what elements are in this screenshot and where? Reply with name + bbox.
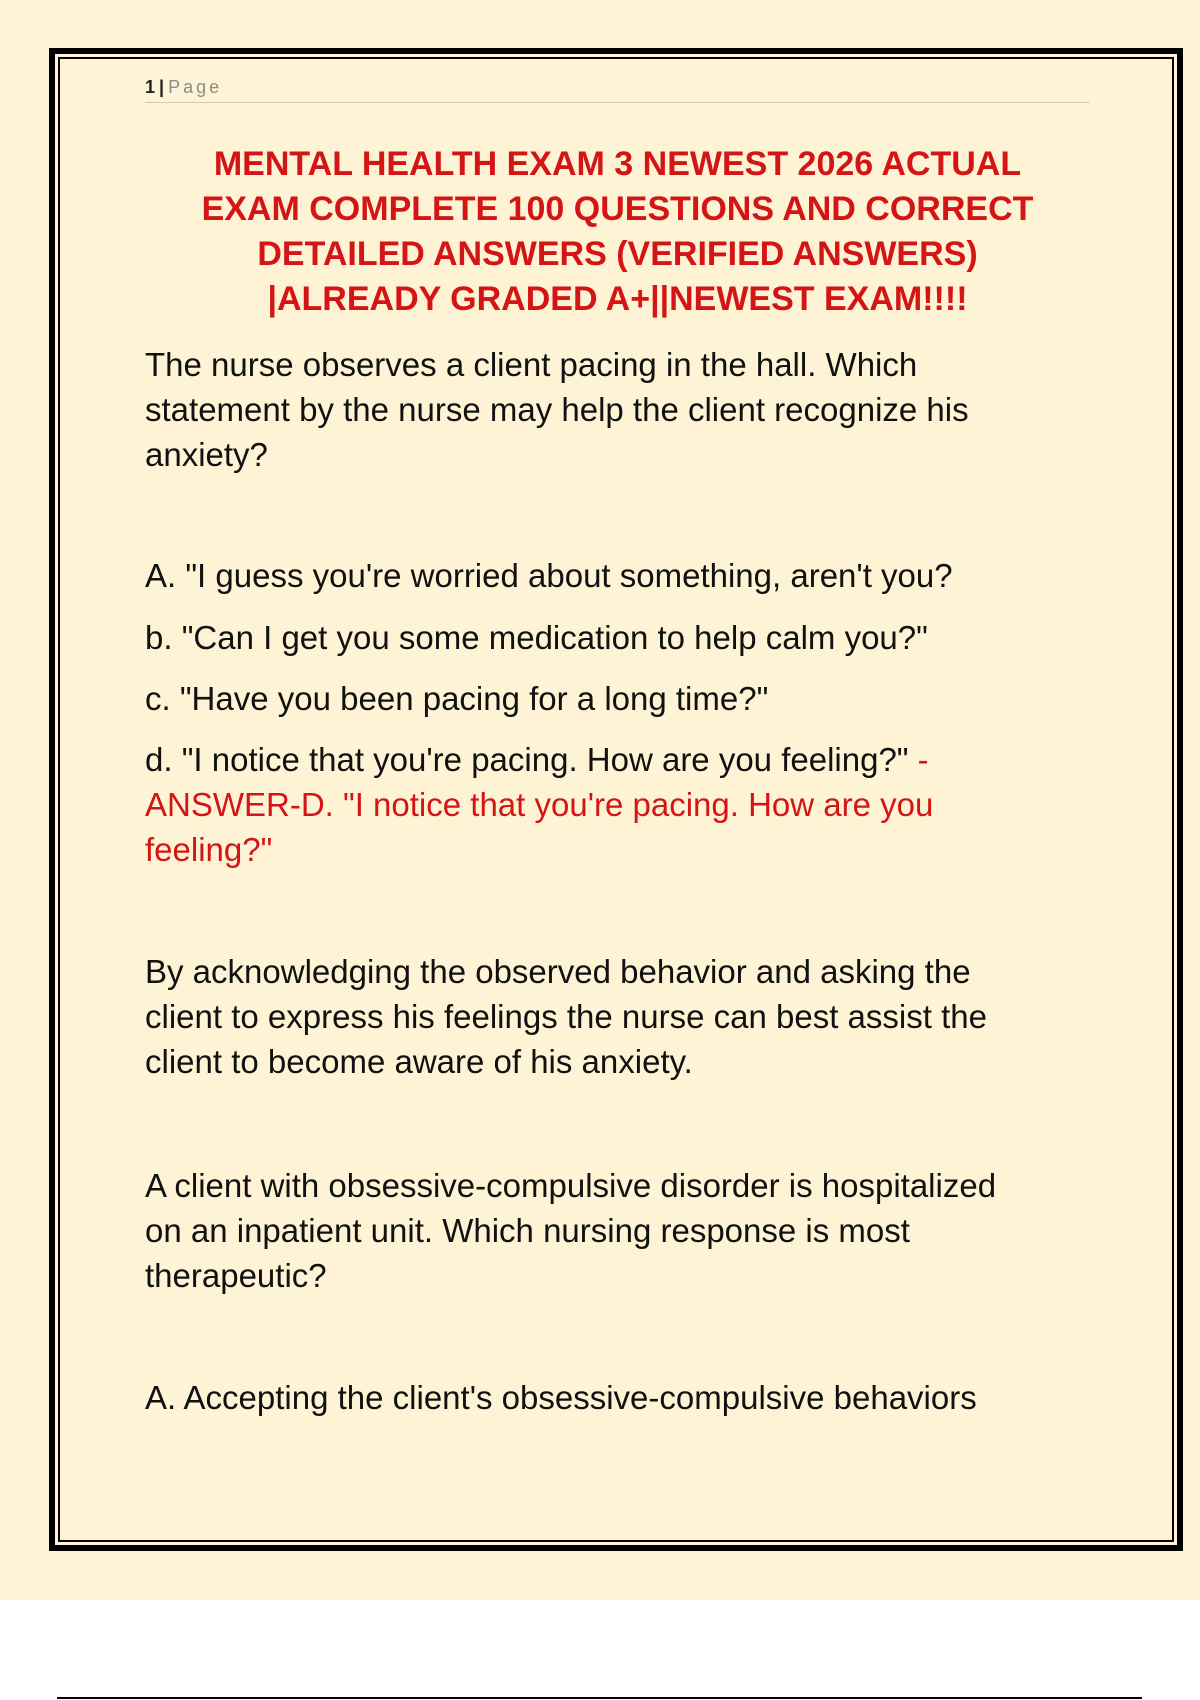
question-line: therapeutic? — [145, 1257, 327, 1294]
page-number: 1 — [145, 77, 156, 97]
question-1-option-b — [145, 615, 1095, 660]
question-1-option-c — [145, 676, 1095, 721]
title-line: MENTAL HEALTH EXAM 3 NEWEST 2026 ACTUAL — [213, 145, 1022, 183]
question-2-option-a — [145, 1375, 1095, 1420]
option-text: c. "Have you been pacing for a long time?" — [145, 680, 769, 717]
rationale-line: By acknowledging the observed behavior and asking the — [145, 953, 971, 990]
option-text: b. "Can I get you some medication to help calm you?" — [145, 619, 928, 656]
question-1-option-a — [145, 553, 1095, 598]
option-text: A. "I guess you're worried about something, aren't you? — [145, 557, 953, 594]
page-label: Page — [168, 77, 223, 97]
rationale-line: client to become aware of his anxiety. — [145, 1043, 693, 1080]
question-1-option-d — [145, 737, 1095, 872]
title-line: |ALREADY GRADED A+||NEWEST EXAM!!!! — [267, 280, 968, 318]
answer-dash: - — [908, 741, 929, 778]
page-separator: | — [159, 77, 165, 97]
answer-line: feeling?" — [145, 831, 273, 868]
question-line: A client with obsessive-compulsive disorder is hospitalized — [145, 1167, 997, 1204]
option-text: A. Accepting the client's obsessive-compulsive behaviors — [145, 1379, 977, 1416]
document-title — [150, 142, 1085, 322]
question-line: The nurse observes a client pacing in the hall. Which — [145, 346, 918, 383]
answer-line: ANSWER-D. "I notice that you're pacing. How are you — [145, 786, 934, 823]
title-line: EXAM COMPLETE 100 QUESTIONS AND CORRECT — [201, 190, 1034, 228]
question-line: on an inpatient unit. Which nursing response is most — [145, 1212, 910, 1249]
question-line: anxiety? — [145, 436, 268, 473]
question-1-rationale — [145, 949, 1095, 1084]
title-line: DETAILED ANSWERS (VERIFIED ANSWERS) — [257, 235, 978, 273]
bottom-divider — [57, 1697, 1142, 1699]
page-header — [145, 74, 1090, 103]
option-text: d. "I notice that you're pacing. How are you feeling?" — [145, 741, 909, 778]
question-line: statement by the nurse may help the client recognize his — [145, 391, 969, 428]
rationale-line: client to express his feelings the nurse can best assist the — [145, 998, 987, 1035]
question-1-stem — [145, 342, 1095, 477]
question-2-stem — [145, 1163, 1095, 1298]
